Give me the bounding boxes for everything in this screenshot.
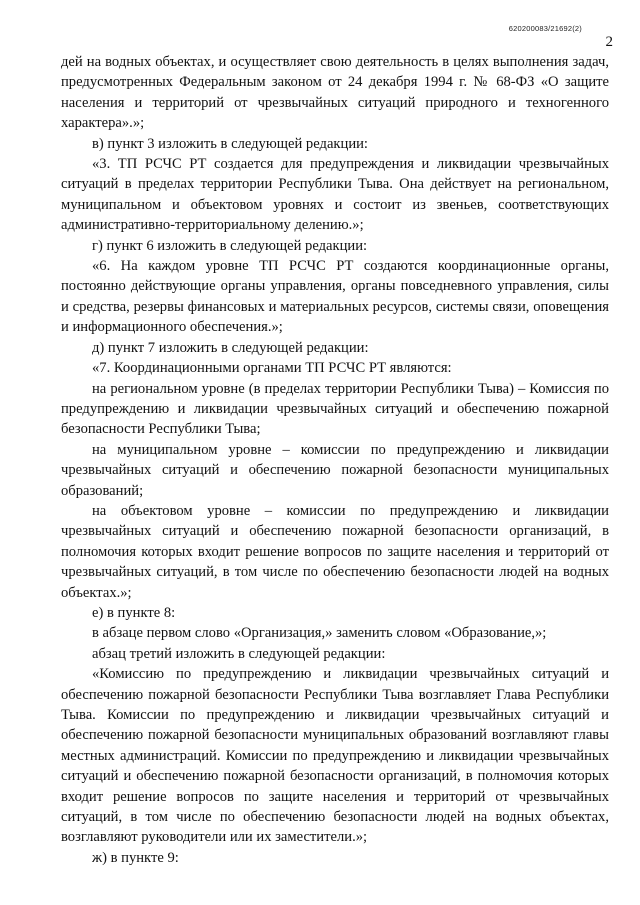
paragraph: дей на водных объектах, и осуществляет свою деятельность в целях выполнения задач, предусмотренных Федеральным законом от 24 декабря 1994 г. № 68-ФЗ «О защите населения и территорий от чрезвычайных ситуаций природного и техногенного характера».»;: [61, 54, 609, 132]
document-body: [61, 52, 609, 868]
paragraph: на региональном уровне (в пределах территории Республики Тыва) – Комиссия по предупреждению и ликвидации чрезвычайных ситуаций и обеспечению пожарной безопасности Республики Тыва;: [61, 380, 609, 438]
document-code: 620200083/21692(2): [508, 24, 582, 33]
paragraph: ж) в пункте 9:: [92, 849, 179, 866]
paragraph: в) пункт 3 изложить в следующей редакции:: [92, 135, 368, 152]
paragraph: в абзаце первом слово «Организация,» заменить словом «Образование,»;: [92, 625, 547, 642]
page-number: 2: [605, 34, 613, 50]
paragraph: «3. ТП РСЧС РТ создается для предупреждения и ликвидации чрезвычайных ситуаций в пределах территории Республики Тыва. Она действует на региональном, муниципальном и объектовом уровнях и состоит из звеньев, соответствующих административно-территориальному делению.»;: [61, 156, 609, 234]
paragraph: на муниципальном уровне – комиссии по предупреждению и ликвидации чрезвычайных ситуаций и обеспечению пожарной безопасности муниципальных образований;: [61, 441, 609, 499]
paragraph: «Комиссию по предупреждению и ликвидации чрезвычайных ситуаций и обеспечению пожарной безопасности Республики Тыва возглавляет Глава Республики Тыва. Комиссии по предупреждению и ликвидации чрезвычайных ситуаций и обеспечению пожарной безопасности муниципальных образований возглавляют главы местных администраций. Комиссии по предупреждению и ликвидации чрезвычайных ситуаций и обеспечению пожарной безопасности организаций, в полномочия которых входит решение вопросов по защите населения и территорий от чрезвычайных ситуаций, в том числе по обеспечению безопасности людей на водных объектах, возглавляют руководители или их заместители.»;: [61, 666, 609, 846]
paragraph: абзац третий изложить в следующей редакции:: [92, 645, 386, 662]
paragraph: г) пункт 6 изложить в следующей редакции:: [92, 237, 368, 254]
paragraph: е) в пункте 8:: [92, 604, 176, 621]
paragraph: д) пункт 7 изложить в следующей редакции:: [92, 339, 369, 356]
paragraph: «6. На каждом уровне ТП РСЧС РТ создаются координационные органы, постоянно действующие органы управления, органы повседневного управления, силы и средства, резервы финансовых и материальных ресурсов, системы связи, оповещения и информационного обеспечения.»;: [61, 258, 609, 336]
paragraph: на объектовом уровне – комиссии по предупреждению и ликвидации чрезвычайных ситуаций и обеспечению пожарной безопасности организаций, в полномочия которых входит решение вопросов по защите населения и территорий от чрезвычайных ситуаций, в том числе по обеспечению безопасности людей на водных объектах.»;: [61, 502, 609, 601]
paragraph: «7. Координационными органами ТП РСЧС РТ являются:: [92, 360, 452, 377]
